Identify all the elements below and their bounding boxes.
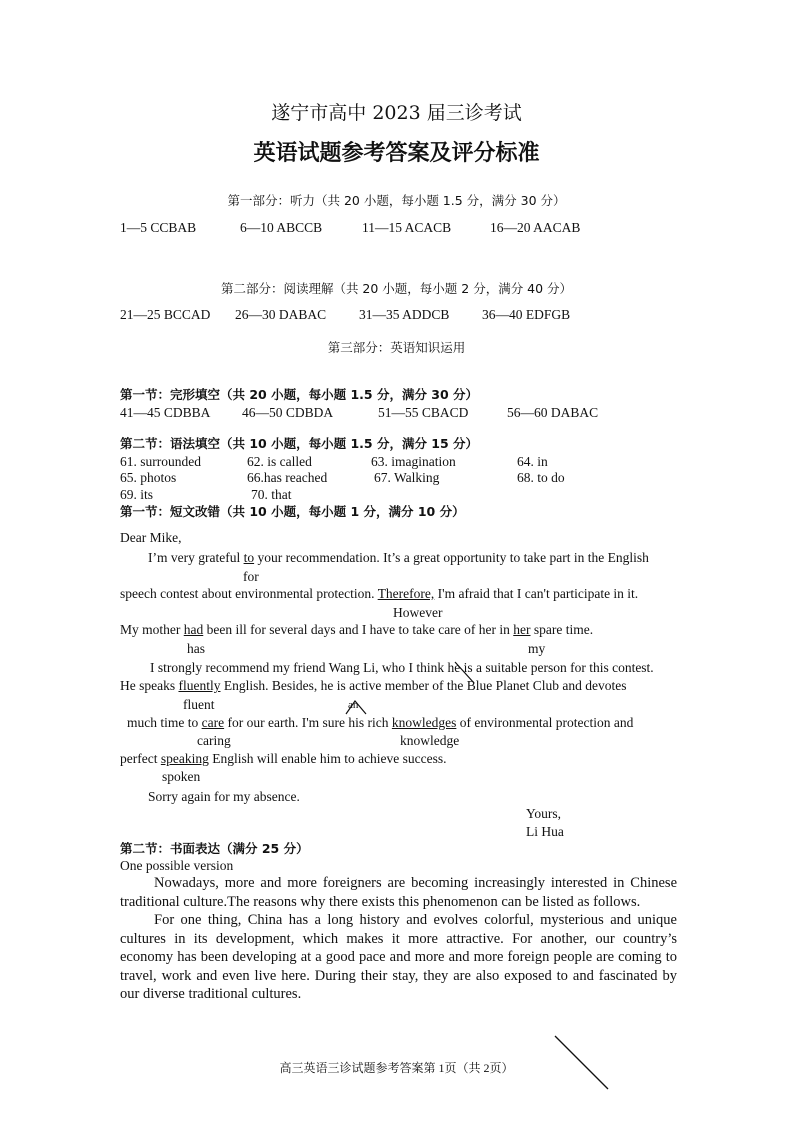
answer-group: 11—15 ACACB [362, 220, 452, 235]
part1-heading: 第一部分：听力（共 20 小题，每小题 1.5 分，满分 30 分） [227, 193, 566, 208]
section1-heading: 第一节：完形填空（共 20 小题，每小题 1.5 分，满分 30 分） [120, 387, 479, 402]
grammar-answer: 61. surrounded [120, 454, 201, 469]
correction: an [348, 699, 359, 711]
letter-line: My mother had been ill for several days and I have to take care of her in her spare time. [120, 622, 594, 637]
answer-group: 31—35 ADDCB [359, 307, 450, 322]
correction: knowledge [400, 733, 460, 748]
letter-line: speech contest about environmental protection. Therefore, I'm afraid that I can't participate in it. [120, 586, 639, 601]
letter-line: I’m very grateful to your recommendation. It’s a great opportunity to take part in the English [148, 550, 649, 565]
grammar-answer: 67. Walking [374, 470, 440, 485]
correction: has [187, 641, 205, 656]
answer-group: 51—55 CBACD [378, 405, 469, 420]
grammar-answer: 63. imagination [371, 454, 456, 469]
insertion-caret [344, 698, 368, 716]
grammar-answer: 69. its [120, 487, 154, 502]
answer-group: 46—50 CDBDA [242, 405, 334, 420]
letter-signature: Li Hua [526, 824, 564, 839]
document-title: 遂宁市高中 2023 届三诊考试 [271, 102, 522, 124]
grammar-answer: 70. that [251, 487, 292, 502]
correction: my [528, 641, 546, 656]
part2-heading: 第二部分：阅读理解（共 20 小题，每小题 2 分，满分 40 分） [220, 281, 573, 296]
part5-heading: 第二节：书面表达（满分 25 分） [120, 841, 309, 856]
letter-line: He speaks fluently English. Besides, he is active member of the Blue Planet Club and devotes [120, 678, 627, 693]
correction: However [393, 605, 443, 620]
correction: caring [197, 733, 231, 748]
essay-paragraph: Nowadays, more and more foreigners are becoming increasingly interested in Chinese traditional culture.The reasons why there exists this phenomenon can be listed as follows. [120, 875, 677, 910]
grammar-answer: 66.has reached [247, 470, 328, 485]
letter-closing: Yours, [526, 806, 562, 821]
answer-group: 36—40 EDFGB [482, 307, 571, 322]
section2-heading: 第二节：语法填空（共 10 小题，每小题 1.5 分，满分 15 分） [120, 436, 479, 451]
answer-group: 16—20 AACAB [490, 220, 581, 235]
letter-line: I strongly recommend my friend Wang Li, who I think he is a suitable person for this contest. [150, 660, 654, 675]
page-footer: 高三英语三诊试题参考答案第 1页（共 2页） [279, 1061, 514, 1075]
letter-line: perfect speaking English will enable him to achieve success. [120, 751, 447, 766]
pen-stroke-mark [552, 1033, 612, 1093]
part3-heading: 第三部分：英语知识运用 [327, 340, 466, 355]
version-label: One possible version [120, 858, 234, 873]
grammar-answer: 64. in [517, 454, 548, 469]
correction: for [243, 569, 259, 584]
correction: spoken [162, 769, 201, 784]
letter-line: much time to care for our earth. I'm sure his rich knowledges of environmental protection and [127, 715, 634, 730]
correction: fluent [183, 697, 215, 712]
document-subtitle: 英语试题参考答案及评分标准 [253, 141, 540, 166]
part4-heading: 第一节：短文改错（共 10 小题，每小题 1 分，满分 10 分） [120, 504, 465, 519]
letter-greeting: Dear Mike, [120, 530, 182, 545]
answer-group: 6—10 ABCCB [240, 220, 323, 235]
answer-group: 56—60 DABAC [507, 405, 599, 420]
grammar-answer: 65. photos [120, 470, 177, 485]
grammar-answer: 62. is called [247, 454, 312, 469]
answer-group: 21—25 BCCAD [120, 307, 211, 322]
answer-group: 41—45 CDBBA [120, 405, 211, 420]
essay-paragraph: For one thing, China has a long history and evolves colorful, mysterious and unique cultures in its development, which makes it more attractive. For another, our country’s economy has been developing at a good pace and more and more foreign people are coming to travel, work and even live here. During their stay, they are also exposed to and fascinated by our diverse traditional cultures. [120, 912, 677, 1002]
answer-group: 1—5 CCBAB [120, 220, 197, 235]
answer-group: 26—30 DABAC [235, 307, 327, 322]
letter-line: Sorry again for my absence. [148, 789, 300, 804]
grammar-answer: 68. to do [517, 470, 565, 485]
essay [120, 874, 677, 1004]
